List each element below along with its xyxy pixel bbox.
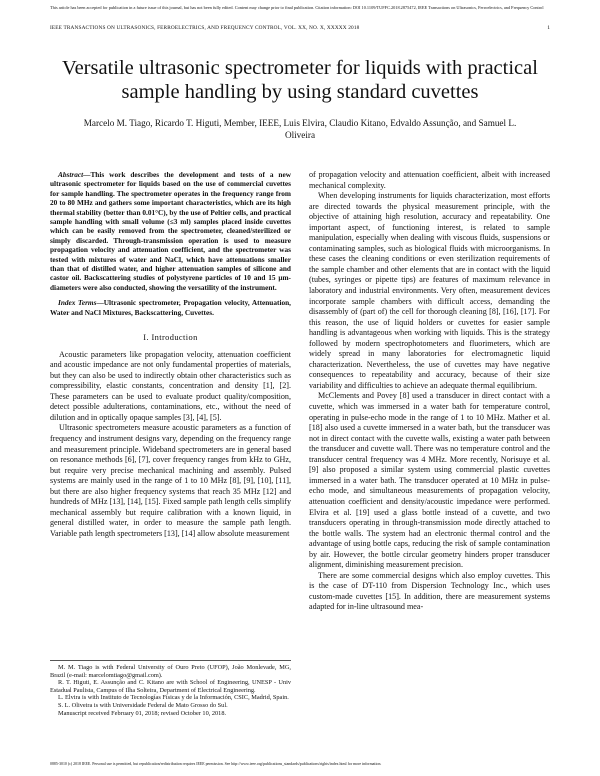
abstract xyxy=(50,170,291,292)
index-terms-text: —Ultrasonic spectrometer, Propagation velocity, Attenuation, Water and NaCl Mixtures, Backscattering, Cuvettes. xyxy=(50,298,291,317)
page-number: 1 xyxy=(547,25,550,31)
copyright-notice: 0885-3010 (c) 2018 IEEE. Personal use is permitted, but republication/redistribution requires IEEE permission. See http://www.ieee.org/publications_standards/publications/rights/index.html for more information. xyxy=(50,762,382,766)
footnote: R. T. Higuti, E. Assunção and C. Kitano are with School of Engineering, UNESP - Univ Estadual Paulista, Campus of Ilha Solteira, Department of Electrical Engineering. xyxy=(50,679,291,694)
right-column xyxy=(309,170,550,613)
footnotes xyxy=(50,660,291,717)
footnote: M. M. Tiago is with Federal University of Ouro Preto (UFOP), João Monlevade, MG, Brazil (e-mail: marcelomtiago@gmail.com). xyxy=(50,664,291,679)
paragraph: of propagation velocity and attenuation coefficient, albeit with increased mechanical complexity. xyxy=(309,170,550,190)
section-heading: I. Introduction xyxy=(143,333,198,343)
abstract-text: —This work describes the development and tests of a new ultrasonic spectrometer for liquids based on the use of commercial cuvettes for sample handling. The spectrometer operates in the frequency range from 20 to 80 MHz and gathers some important characteristics, which are its high thermal stability (better than 0.01°C), by the use of Peltier cells, and practical sample handling with small volume (≤3 ml) samples placed inside cuvettes which can be easily removed from the spectrometer, cleaned/sterilized or simply discarded. Through-transmission operation is used to measure propagation velocity and attenuation coefficient, and the spectrometer was tested with mixtures of water and NaCl, which have attenuations smaller than that of distilled water, and higher attenuation samples of silicone and castor oil. Backscattering studies of polystyrene particles of 10 and 15 μm-diameters were also conducted, showing the versatility of the instrument. xyxy=(50,170,291,292)
paragraph: There are some commercial designs which also employ cuvettes. This is the case of DT-110 from Dispersion Technology Inc., which uses custom-made cuvettes [15]. In addition, there are measurement systems adapted for in-line ultrasound mea- xyxy=(309,570,550,612)
abstract-label: Abstract xyxy=(58,170,84,179)
paragraph: When developing instruments for liquids characterization, most efforts are directed towards the physical measurement principle, with the objective of attaining high resolution, accuracy and repeatability. One important aspect, of functioning interest, is related to sample manipulation, especially when dealing with viscous fluids, suspensions or contaminating samples, such as biological fluids with microorganisms. In these cases the cleaning conditions or even sterilization requirements of the sample chamber and other elements that are in contact with the liquid (tubes, syringes or pipette tips) are features of maximum relevance in laboratory and industrial environments. Very often, measurement devices incorporate sample chambers with difficult access, demanding the disassembly of (part of) the cell for thorough cleaning [8], [16], [17]. For this reason, the use of liquid holders or cuvettes for easier sample handling is advantageous when working with liquids. This is the strategy followed by modern spectrophotometers and fluorimeters, which are widely spread in many laboratories for electromagnetic liquid characterization. Nevertheless, the use of cuvettes may have negative consequences to repeatability and accuracy, because of their size variability and difficulties to achieve an adequate thermal equilibrium. xyxy=(309,191,550,390)
running-header: IEEE TRANSACTIONS ON ULTRASONICS, FERROELECTRICS, AND FREQUENCY CONTROL, VOL. XX, NO. X, XXXXX 2018 xyxy=(50,25,360,31)
author-list: Marcelo M. Tiago, Ricardo T. Higuti, Member, IEEE, Luis Elvira, Claudio Kitano, Edvaldo Assunção, and Samuel L. Oliveira xyxy=(83,118,517,140)
footnote: L. Elvira is with Instituto de Tecnologías Físicas y de la Información, CSIC, Madrid, Spain. xyxy=(58,694,289,702)
index-terms xyxy=(50,298,291,317)
paragraph: McClements and Povey [8] used a transducer in direct contact with a cuvette, which was immersed in a water bath for temperature control, operating in pulse-echo mode in the range of 1 to 10 MHz. Mather et al. [18] also used a cuvette immersed in a water bath, but the transducer was not in direct contact with the cuvette walls, existing a water path between the transducer and cuvette wall. There was no temperature control and the transducer central frequency was 4 MHz. More recently, Norisuye et al. [9] also proposed a similar system using commercial plastic cuvettes immersed in a water bath. The transducer operated at 10 MHz in pulse-echo mode, and simultaneous measurements of propagation velocity, attenuation coefficient and density/acoustic impedance were performed. Elvira et al. [19] used a glass bottle instead of a cuvette, and two transducers operating in through-transmission mode directly attached to the bottle walls. The system had an electronic thermal control and the advantage of using bottle caps, reducing the risk of sample contamination by air. However, the bottle circular geometry hinders proper transducer alignment, diminishing measurement precision. xyxy=(309,391,550,570)
left-column xyxy=(50,170,291,539)
preprint-notice: This article has been accepted for publication in a future issue of this journal, but has not been fully edited. Content may change prior to final publication. Citation information: DOI 10.1109/TUFFC.2018.2875472, IEEE Transactions on Ultrasonics, Ferroelectrics, and Frequency Control xyxy=(50,5,544,10)
paragraph: Ultrasonic spectrometers measure acoustic parameters as a function of frequency and instrument designs vary, depending on the frequency range and measurement principle. Wideband spectrometers are in general based on resonance methods [6], [7], cover frequency ranges from kHz to GHz, but require very precise mechanical machining and assembly. Pulsed systems are mainly used in the range of 1 to 10 MHz [8], [9], [10], [11], but there are also higher frequency systems that reach 35 MHz [12] and hundreds of MHz [13], [14], [15]. Fixed sample path length cells simplify mechanical assembly but require calibration with a known liquid, in general distilled water, in order to measure the sample path length. Variable path length spectrometers [13], [14] allow absolute measurement xyxy=(50,423,291,538)
index-terms-label: Index Terms xyxy=(58,298,97,308)
paragraph: Acoustic parameters like propagation velocity, attenuation coefficient and acoustic impedance are not only fundamental properties of materials, but they can also be used to indirectly obtain other characteristics such as compressibility, elastic constants, concentration and density [1], [2]. These parameters can be used to evaluate product quality/composition, detect possible adulterations, contaminations, etc., without the need of dilution and in optically opaque samples [3], [4], [5]. xyxy=(50,349,291,422)
footnote: Manuscript received February 01, 2018; revised October 10, 2018. xyxy=(58,709,227,717)
paper-title: Versatile ultrasonic spectrometer for liquids with practical sample handling by using standard cuvettes xyxy=(62,57,538,103)
footnote: S. L. Oliveira is with Universidade Federal de Mato Grosso do Sul. xyxy=(58,701,228,709)
